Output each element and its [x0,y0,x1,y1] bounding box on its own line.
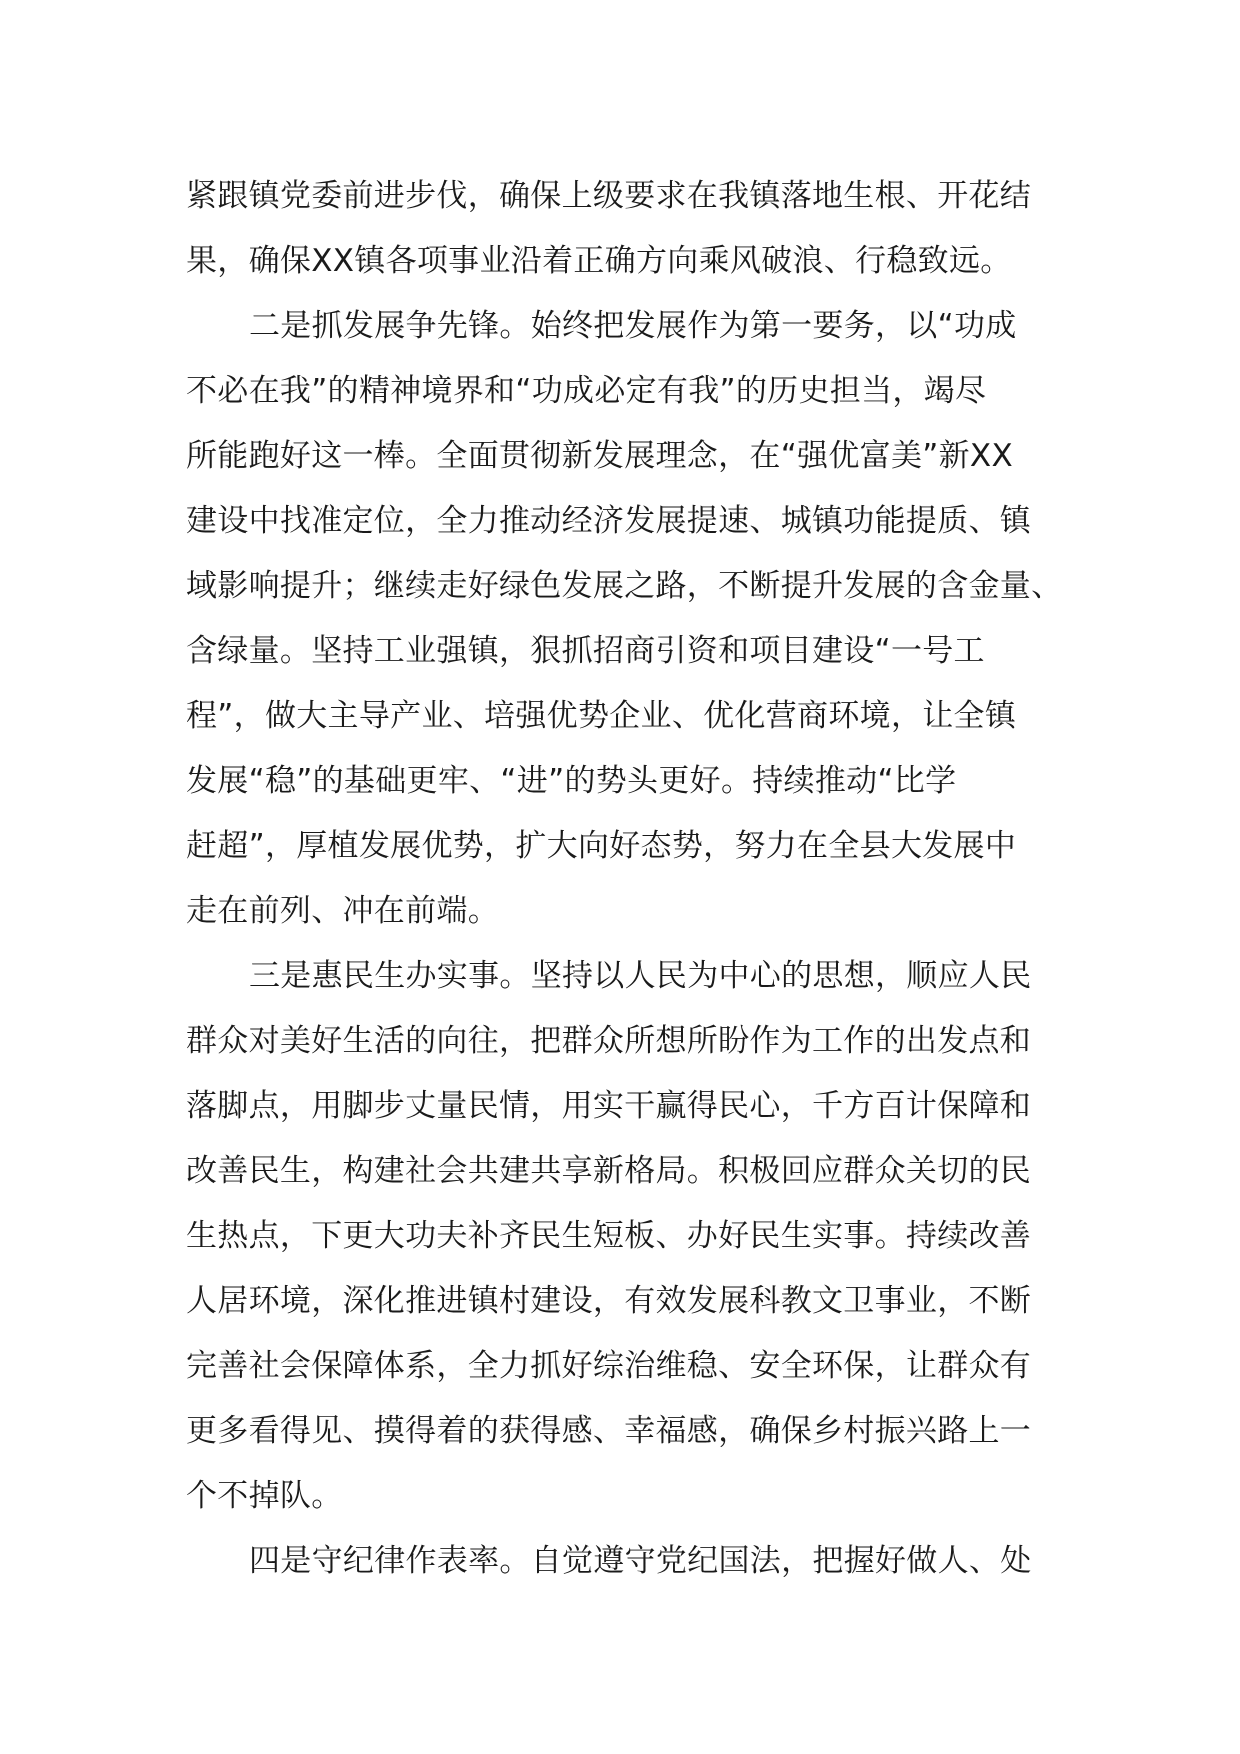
paragraph-start-line: 四是守纪律作表率。自觉遵守党纪国法，把握好做人、处 [249,1543,1032,1579]
text-line: 不必在我”的精神境界和“功成必定有我”的历史担当，竭尽 [186,373,987,409]
text-line: 完善社会保障体系，全力抓好综治维稳、安全环保，让群众有 [186,1348,1032,1384]
text-line: 个不掉队。 [186,1478,343,1514]
document-body [186,164,1086,1594]
text-line: 紧跟镇党委前进步伐，确保上级要求在我镇落地生根、开花结 [186,178,1032,214]
text-line: 生热点，下更大功夫补齐民生短板、办好民生实事。持续改善 [186,1218,1032,1254]
text-line: 改善民生，构建社会共建共享新格局。积极回应群众关切的民 [186,1153,1032,1189]
text-line: 所能跑好这一棒。全面贯彻新发展理念，在“强优富美”新XX [186,438,1013,474]
text-line: 建设中找准定位，全力推动经济发展提速、城镇功能提质、镇 [186,503,1032,539]
text-line: 走在前列、冲在前端。 [186,893,499,929]
text-line: 更多看得见、摸得着的获得感、幸福感，确保乡村振兴路上一 [186,1413,1032,1449]
paragraph-start-line: 三是惠民生办实事。坚持以人民为中心的思想，顺应人民 [249,958,1032,994]
text-line: 赶超”，厚植发展优势，扩大向好态势，努力在全县大发展中 [186,828,1017,864]
text-line: 落脚点，用脚步丈量民情，用实干赢得民心，千方百计保障和 [186,1088,1032,1124]
text-line: 程”，做大主导产业、培强优势企业、优化营商环境，让全镇 [186,698,1017,734]
text-line: 发展“稳”的基础更牢、“进”的势头更好。持续推动“比学 [186,763,957,799]
paragraph-start-line: 二是抓发展争先锋。始终把发展作为第一要务，以“功成 [249,308,1017,344]
text-line: 群众对美好生活的向往，把群众所想所盼作为工作的出发点和 [186,1023,1032,1059]
text-line: 域影响提升；继续走好绿色发展之路，不断提升发展的含金量、 [186,568,1063,604]
text-line: 人居环境，深化推进镇村建设，有效发展科教文卫事业，不断 [186,1283,1032,1319]
text-line: 果，确保XX镇各项事业沿着正确方向乘风破浪、行稳致远。 [186,243,1012,279]
text-line: 含绿量。坚持工业强镇，狠抓招商引资和项目建设“一号工 [186,633,985,669]
